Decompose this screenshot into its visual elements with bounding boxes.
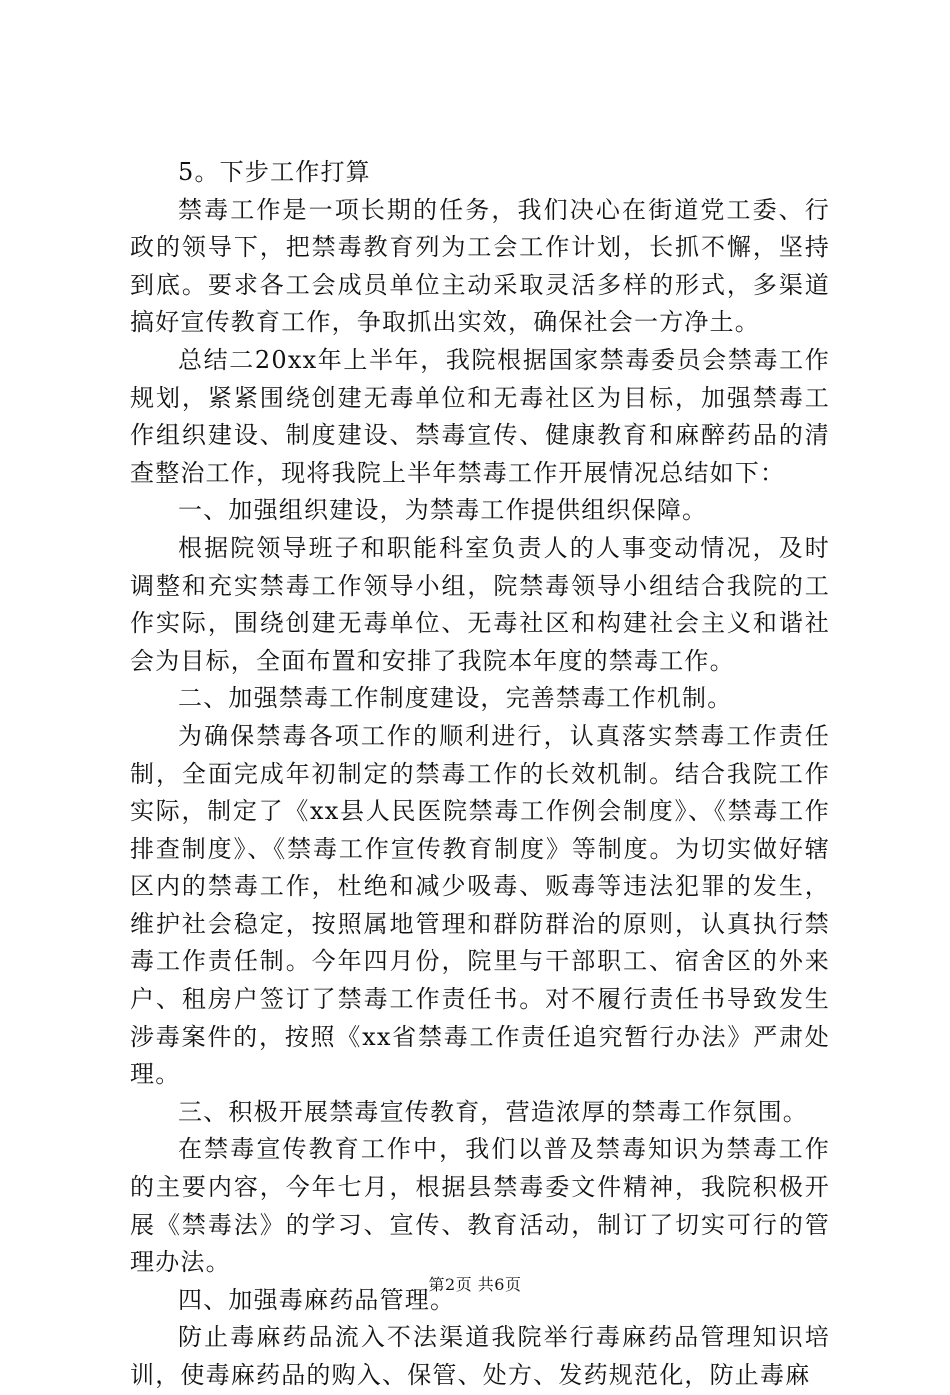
section-heading-next-steps: 5。下步工作打算 <box>178 158 371 186</box>
paragraph: 禁毒工作是一项长期的任务，我们决心在街道党工委、行政的领导下，把禁毒教育列为工会工作计划，长抓不懈，坚持到底。要求各工会成员单位主动采取灵活多样的形式，多渠道搞好宣传教育工作，争取抓出实效，确保社会一方净土。 <box>130 195 830 337</box>
section-heading-drug-management: 四、加强毒麻药品管理。 <box>178 1285 456 1314</box>
paragraph: 根据院领导班子和职能科室负责人的人事变动情况，及时调整和充实禁毒工作领导小组，院禁毒领导小组结合我院的工作实际，围绕创建无毒单位、无毒社区和构建社会主义和谐社会为目标，全面布置和安排了我院本年度的禁毒工作。 <box>130 533 830 675</box>
paragraph: 为确保禁毒各项工作的顺利进行，认真落实禁毒工作责任制，全面完成年初制定的禁毒工作的长效机制。结合我院工作实际，制定了《xx县人民医院禁毒工作例会制度》、《禁毒工作排查制度》、《禁毒工作宣传教育制度》等制度。为切实做好辖区内的禁毒工作，杜绝和减少吸毒、贩毒等违法犯罪的发生，维护社会稳定，按照属地管理和群防群治的原则，认真执行禁毒工作责任制。今年四月份，院里与干部职工、宿舍区的外来户、租房户签订了禁毒工作责任书。对不履行责任书导致发生涉毒案件的，按照《xx省禁毒工作责任追究暂行办法》严肃处理。 <box>130 721 830 1089</box>
paragraph: 防止毒麻药品流入不法渠道我院举行毒麻药品管理知识培训，使毒麻药品的购入、保管、处方、发药规范化，防止毒麻 <box>130 1323 830 1389</box>
document-body <box>130 154 830 1395</box>
page-number-footer: 第2页 共6页 <box>428 1275 522 1294</box>
paragraph: 在禁毒宣传教育工作中，我们以普及禁毒知识为禁毒工作的主要内容，今年七月，根据县禁毒委文件精神，我院积极开展《禁毒法》的学习、宣传、教育活动，制订了切实可行的管理办法。 <box>130 1135 830 1277</box>
paragraph: 总结二20xx年上半年，我院根据国家禁毒委员会禁毒工作规划，紧紧围绕创建无毒单位和无毒社区为目标，加强禁毒工作组织建设、制度建设、禁毒宣传、健康教育和麻醉药品的清查整治工作，现将我院上半年禁毒工作开展情况总结如下： <box>130 345 830 487</box>
section-heading-system: 二、加强禁毒工作制度建设，完善禁毒工作机制。 <box>178 684 733 713</box>
section-heading-organization: 一、加强组织建设，为禁毒工作提供组织保障。 <box>178 496 708 525</box>
section-heading-publicity: 三、积极开展禁毒宣传教育，营造浓厚的禁毒工作氛围。 <box>178 1097 808 1126</box>
